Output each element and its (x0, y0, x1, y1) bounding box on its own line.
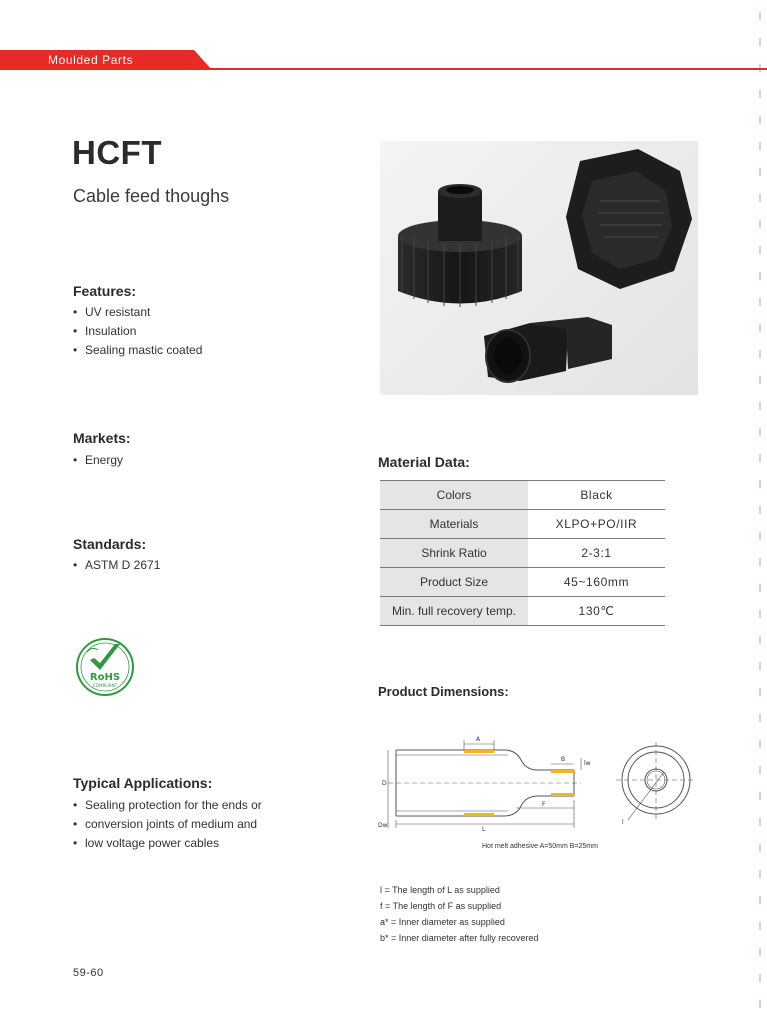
product-photo (380, 141, 698, 395)
material-data-heading: Material Data: (378, 454, 470, 470)
markets-list (73, 451, 123, 470)
table-row (380, 539, 665, 568)
table-row (380, 568, 665, 597)
table-value: 45~160mm (528, 568, 665, 597)
dim-label-l: L (482, 826, 486, 833)
applications-line-2: conversion joints of medium and (85, 817, 258, 831)
dimension-notes (380, 882, 538, 946)
table-key: Materials (380, 510, 528, 539)
dim-label-small-l: l (622, 819, 624, 826)
list-item: • UV resistant (73, 303, 202, 322)
table-key: Product Size (380, 568, 528, 597)
standards-list (73, 556, 160, 575)
list-item: • ASTM D 2671 (73, 556, 160, 575)
note-line: b* = Inner diameter after fully recovered (380, 933, 539, 943)
applications-list (73, 796, 262, 853)
product-title: HCFT (72, 134, 162, 171)
dim-label-b: B (561, 756, 566, 763)
svg-text:RoHS: RoHS (89, 672, 121, 683)
svg-text:COMPLIANT: COMPLIANT (92, 683, 118, 688)
product-subtitle: Cable feed thoughs (73, 186, 230, 206)
dim-label-lw: lw (584, 760, 591, 767)
rohs-logo-icon (74, 636, 136, 698)
section-tab (0, 50, 212, 70)
dimension-drawing (376, 728, 706, 843)
page-number: 59-60 (73, 967, 104, 979)
note-line: l = The length of L as supplied (380, 885, 500, 895)
cable-feed-through-image (380, 141, 698, 395)
list-item-continued (73, 834, 262, 853)
applications-line-3: low voltage power cables (85, 836, 220, 850)
section-tab-label: Moulded Parts (48, 53, 134, 67)
table-value: 130℃ (528, 597, 665, 626)
note-line: f = The length of F as supplied (380, 901, 502, 911)
dim-label-dw: Dw (378, 822, 388, 829)
adhesive-caption: Hot melt adhesive A=50mm B=25mm (482, 843, 598, 850)
dim-label-f: F (542, 801, 546, 808)
product-dimensions-heading: Product Dimensions: (378, 684, 509, 699)
note-line: a* = Inner diameter as supplied (380, 917, 505, 927)
list-item: • Insulation (73, 322, 202, 341)
standards-heading: Standards: (73, 536, 147, 552)
list-item: • Sealing protection for the ends or (73, 796, 262, 815)
dim-label-a: A (476, 736, 481, 743)
table-value: 2-3:1 (528, 539, 665, 568)
markets-heading: Markets: (73, 430, 131, 446)
table-row (380, 510, 665, 539)
dim-label-d: D (382, 780, 387, 787)
table-key: Colors (380, 481, 528, 510)
list-item: • Energy (73, 451, 123, 470)
table-row (380, 597, 665, 626)
list-item-continued (73, 815, 262, 834)
technical-drawing-icon (376, 728, 706, 838)
table-value: Black (528, 481, 665, 510)
rohs-compliant-badge (74, 636, 136, 703)
features-list (73, 303, 202, 360)
page-edge-marks (759, 0, 761, 1024)
table-key: Min. full recovery temp. (380, 597, 528, 626)
material-data-table (380, 480, 665, 626)
applications-heading: Typical Applications: (73, 775, 213, 791)
table-row (380, 481, 665, 510)
table-key: Shrink Ratio (380, 539, 528, 568)
list-item: • Sealing mastic coated (73, 341, 202, 360)
features-heading: Features: (73, 283, 137, 299)
table-value: XLPO+PO/IIR (528, 510, 665, 539)
